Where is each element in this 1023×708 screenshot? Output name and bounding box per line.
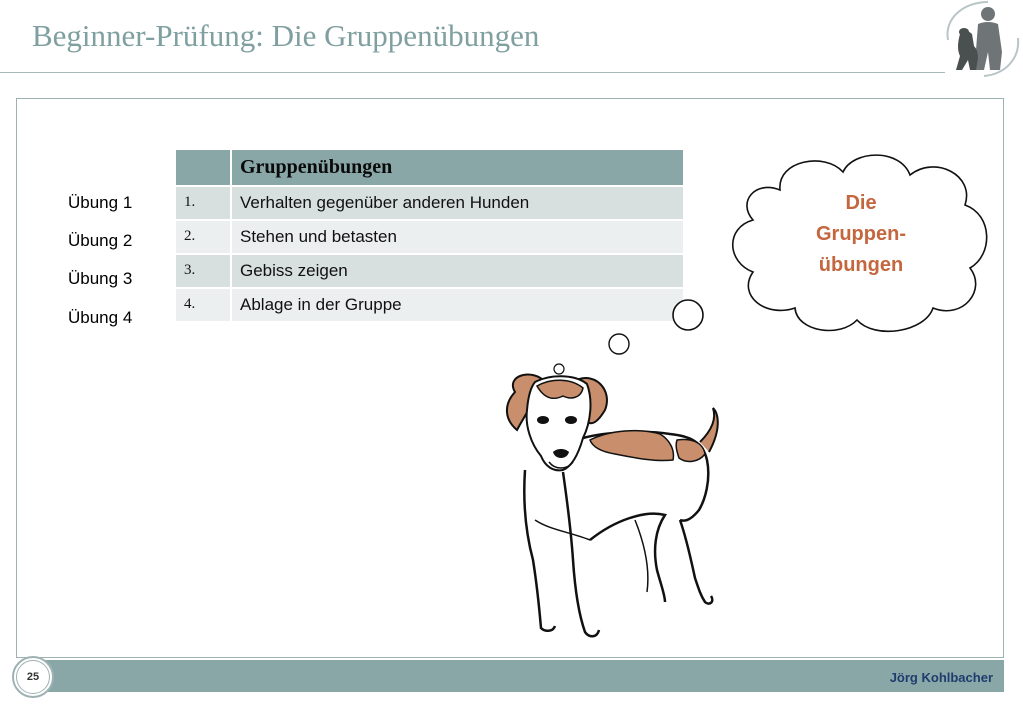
table-row bbox=[175, 186, 684, 220]
row-number: 2. bbox=[175, 220, 231, 254]
table-row bbox=[175, 220, 684, 254]
person-with-dog-logo bbox=[940, 0, 1023, 78]
row-number: 3. bbox=[175, 254, 231, 288]
row-text: Verhalten gegenüber anderen Hunden bbox=[231, 186, 684, 220]
table-row bbox=[175, 254, 684, 288]
row-text: Ablage in der Gruppe bbox=[231, 288, 684, 322]
page-number: 25 bbox=[16, 660, 50, 694]
row-number: 1. bbox=[175, 186, 231, 220]
cloud-line-3: übungen bbox=[818, 254, 904, 276]
thought-bubbles bbox=[545, 295, 710, 380]
row-text: Stehen und betasten bbox=[231, 220, 684, 254]
row-label-4: Übung 4 bbox=[68, 308, 133, 327]
footer-bar bbox=[30, 660, 1004, 692]
row-label-2: Übung 2 bbox=[68, 231, 133, 250]
cloud-line-1: Die bbox=[845, 192, 877, 214]
dog-thinking-illustration bbox=[495, 370, 730, 645]
slide-title: Beginner-Prüfung: Die Gruppenübungen bbox=[32, 18, 540, 53]
footer-author: Jörg Kohlbacher bbox=[889, 670, 993, 685]
row-label-3: Übung 3 bbox=[68, 269, 133, 288]
title-divider bbox=[0, 72, 945, 73]
thought-cloud-text bbox=[790, 188, 932, 281]
row-label-1: Übung 1 bbox=[68, 193, 133, 212]
table-header-row bbox=[175, 149, 684, 186]
cloud-line-2: Gruppen- bbox=[816, 223, 906, 245]
table-header-title: Gruppenübungen bbox=[231, 149, 684, 186]
row-number: 4. bbox=[175, 288, 231, 322]
row-text: Gebiss zeigen bbox=[231, 254, 684, 288]
table-header-number bbox=[175, 149, 231, 186]
page-number-badge bbox=[12, 656, 54, 698]
